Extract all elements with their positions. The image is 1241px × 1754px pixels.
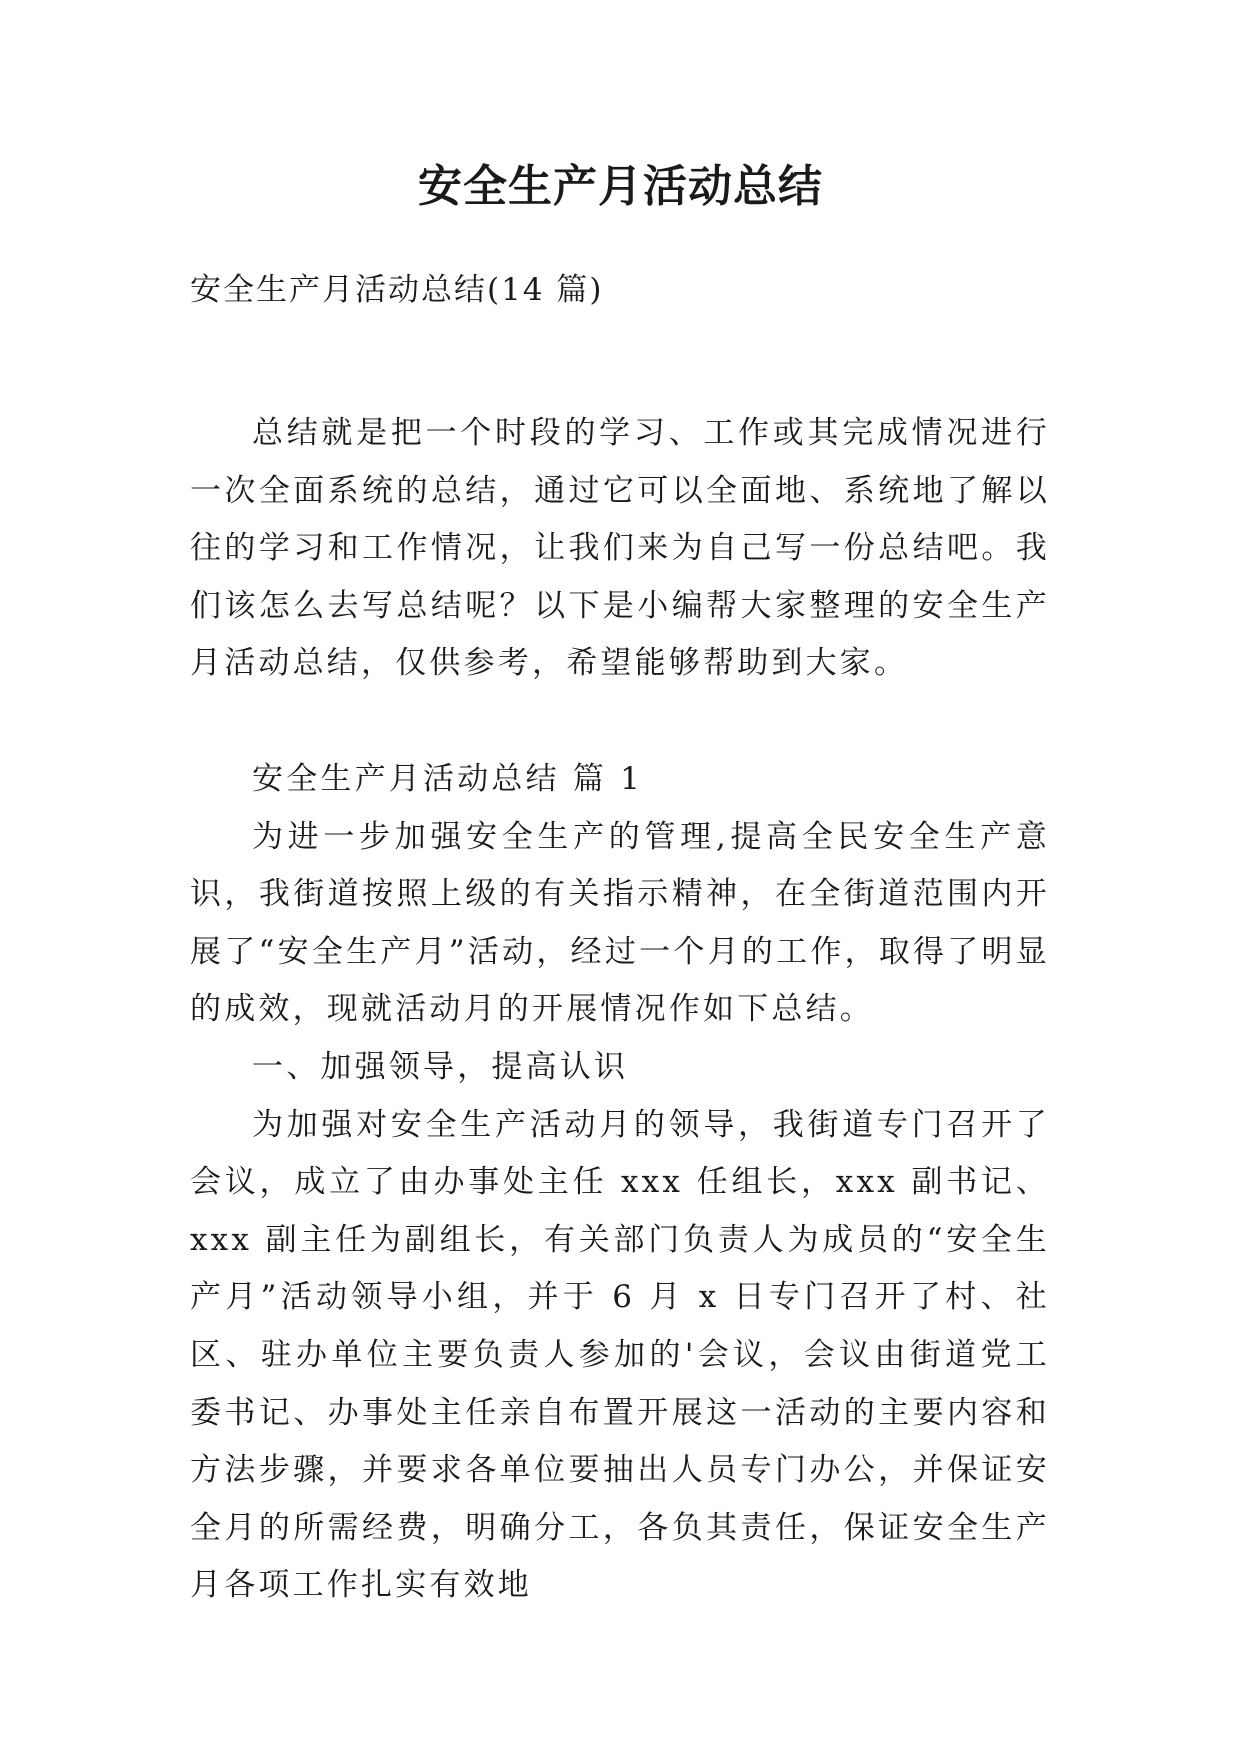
sub-heading-1: 一、加强领导，提高认识 bbox=[252, 1048, 629, 1085]
paragraph-gap bbox=[190, 693, 1050, 751]
section-heading: 安全生产月活动总结 篇 1 bbox=[252, 760, 644, 797]
body-paragraph-1: 为进一步加强安全生产的管理,提高全民安全生产意识，我街道按照上级的有关指示精神，在全街道范围内开展了“安全生产月”活动，经过一个月的工作，取得了明显的成效，现就活动月的开展情况作如下总结。 bbox=[190, 818, 1050, 1028]
intro-paragraph: 总结就是把一个时段的学习、工作或其完成情况进行一次全面系统的总结，通过它可以全面地、系统地了解以往的学习和工作情况，让我们来为自己写一份总结吧。我们该怎么去写总结呢？以下是小编帮大家整理的安全生产月活动总结，仅供参考，希望能够帮助到大家。 bbox=[190, 415, 1050, 682]
document-subtitle: 安全生产月活动总结(14 篇) bbox=[190, 272, 604, 308]
document-body bbox=[190, 405, 1050, 1615]
body-paragraph-2: 为加强对安全生产活动月的领导，我街道专门召开了会议，成立了由办事处主任 xxx 任组长，xxx 副书记、xxx 副主任为副组长，有关部门负责人为成员的“安全生产月”活动领导小组，并于 6 月 x 日专门召开了村、社区、驻办单位主要负责人参加的'会议，会议由街道党工委书记、办事处主任亲自布置开展这一活动的主要内容和方法步骤，并要求各单位要抽出人员专门办公，并保证安全月的所需经费，明确分工，各负其责任，保证安全生产月各项工作扎实有效地 bbox=[190, 1106, 1050, 1604]
document-title: 安全生产月活动总结 bbox=[418, 161, 823, 212]
